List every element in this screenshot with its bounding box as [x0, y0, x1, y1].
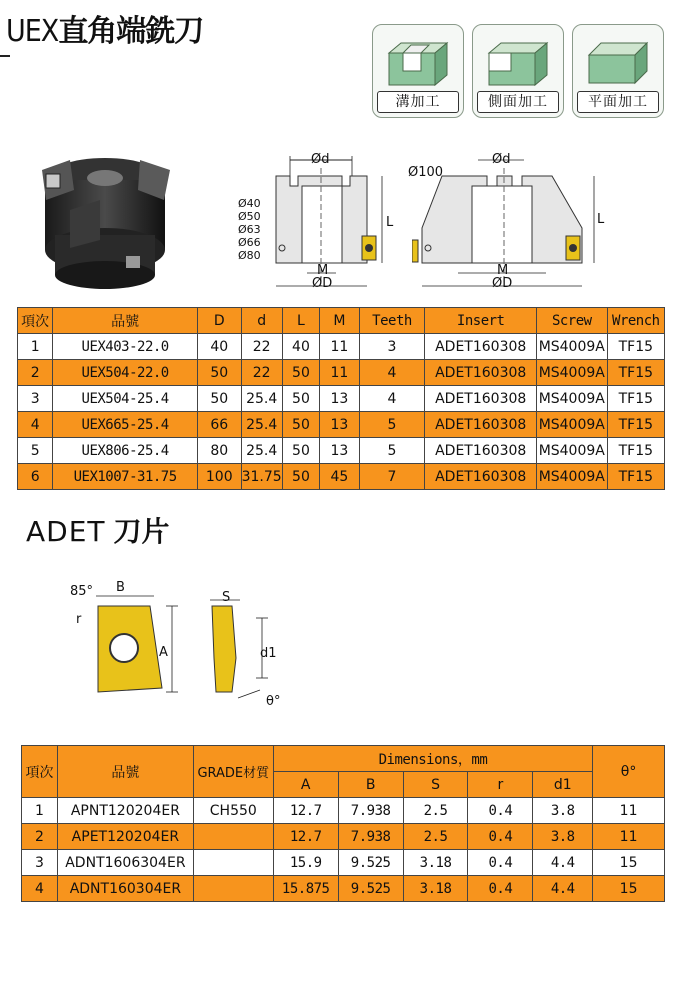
cell: TF15 [607, 438, 664, 464]
cell: 13 [320, 438, 359, 464]
cell: 3 [359, 334, 425, 360]
operation-label-slot: 溝加工 [377, 91, 459, 113]
operation-slot [372, 24, 464, 118]
cell: 31.75 [241, 464, 282, 490]
cell: ADET160308 [425, 438, 536, 464]
cell: ADET160308 [425, 360, 536, 386]
col-theta: θ° [593, 746, 665, 798]
cell: 2 [22, 824, 58, 850]
cell: TF15 [607, 412, 664, 438]
cell: 2.5 [403, 798, 468, 824]
cell: ADNT160304ER [57, 876, 193, 902]
cell: UEX403-22.0 [53, 334, 198, 360]
cell: MS4009A [536, 334, 607, 360]
table-row [22, 850, 665, 876]
cell: 50 [197, 386, 241, 412]
cell: ADNT1606304ER [57, 850, 193, 876]
cell [193, 824, 273, 850]
cell: 5 [18, 438, 53, 464]
cell: 3.8 [533, 824, 593, 850]
cell: 11 [593, 798, 665, 824]
cell: 3.18 [403, 850, 468, 876]
col-B: B [338, 772, 403, 798]
operation-side [472, 24, 564, 118]
d-label-2: Ød [492, 152, 511, 167]
cell: 0.4 [468, 798, 533, 824]
cell: 4 [359, 386, 425, 412]
cell: 25.4 [241, 438, 282, 464]
cell: 1 [18, 334, 53, 360]
flat-face-icon [581, 31, 655, 89]
table-row [22, 798, 665, 824]
cell: 7.938 [338, 798, 403, 824]
col-A: A [273, 772, 338, 798]
table-row [18, 464, 665, 490]
cell: ADET160308 [425, 464, 536, 490]
cell: TF15 [607, 464, 664, 490]
cell: APNT120204ER [57, 798, 193, 824]
cell: 11 [593, 824, 665, 850]
D-label-1: ØD [312, 276, 333, 291]
cell: 5 [359, 438, 425, 464]
cell: CH550 [193, 798, 273, 824]
diameter-66: Ø66 [238, 236, 261, 249]
cell: 15 [593, 876, 665, 902]
page-title [6, 6, 203, 50]
side-face-icon [481, 31, 555, 89]
cell [193, 850, 273, 876]
insert-r: r [76, 612, 82, 627]
col-dimensions: Dimensions，mm [273, 746, 592, 772]
cell: 6 [18, 464, 53, 490]
cutter-table-header [18, 308, 665, 334]
cell: MS4009A [536, 438, 607, 464]
cutter-spec-table [17, 307, 665, 490]
cell: 22 [241, 334, 282, 360]
cell: APET120204ER [57, 824, 193, 850]
operation-flat [572, 24, 664, 118]
table-row [18, 334, 665, 360]
M-label-2: M [497, 263, 509, 278]
cell: 1 [22, 798, 58, 824]
insert-spec-table [21, 745, 665, 902]
L-label-1: L [386, 215, 394, 230]
insert-table-header [22, 746, 665, 772]
cutter-photo [30, 130, 180, 290]
diam-100-label: Ø100 [408, 165, 444, 180]
cell: 25.4 [241, 412, 282, 438]
insert-theta: θ° [266, 694, 281, 709]
cell: 12.7 [273, 798, 338, 824]
col-r: r [468, 772, 533, 798]
cell: UEX806-25.4 [53, 438, 198, 464]
col-part: 品號 [57, 746, 193, 798]
cell: 2 [18, 360, 53, 386]
col-d: d [241, 308, 282, 334]
cell: UEX504-25.4 [53, 386, 198, 412]
diameter-list [238, 197, 261, 262]
cell: 100 [197, 464, 241, 490]
insert-title-cjk: 刀片 [113, 515, 170, 548]
diameter-63: Ø63 [238, 223, 261, 236]
cell: 3.18 [403, 876, 468, 902]
cell: 11 [320, 334, 359, 360]
col-screw: Screw [536, 308, 607, 334]
diameter-80: Ø80 [238, 249, 261, 262]
insert-section-title [26, 510, 170, 550]
cell: 50 [282, 386, 319, 412]
cell: 40 [197, 334, 241, 360]
cell: 3 [22, 850, 58, 876]
cell: MS4009A [536, 412, 607, 438]
cell: 7 [359, 464, 425, 490]
table-row [18, 386, 665, 412]
cell: 5 [359, 412, 425, 438]
cell: MS4009A [536, 386, 607, 412]
cell: ADET160308 [425, 412, 536, 438]
cell: 50 [282, 360, 319, 386]
col-d1: d1 [533, 772, 593, 798]
slot-icon [381, 31, 455, 89]
col-part: 品號 [53, 308, 198, 334]
cell: 66 [197, 412, 241, 438]
cell: 4 [22, 876, 58, 902]
cell: 40 [282, 334, 319, 360]
table-row [22, 824, 665, 850]
cell: TF15 [607, 386, 664, 412]
cell: 4 [18, 412, 53, 438]
D-label-2: ØD [492, 276, 513, 291]
cell: 9.525 [338, 850, 403, 876]
table-row [18, 438, 665, 464]
cell: 7.938 [338, 824, 403, 850]
col-M: M [320, 308, 359, 334]
diameter-40: Ø40 [238, 197, 261, 210]
col-teeth: Teeth [359, 308, 425, 334]
cell: UEX665-25.4 [53, 412, 198, 438]
insert-B: B [116, 580, 125, 595]
insert-d1: d1 [260, 646, 277, 661]
cell: TF15 [607, 360, 664, 386]
cell: 3.8 [533, 798, 593, 824]
table-row [18, 412, 665, 438]
cell: 25.4 [241, 386, 282, 412]
cell: 50 [282, 412, 319, 438]
title-rule [0, 55, 10, 57]
cell: 50 [282, 464, 319, 490]
table-row [22, 876, 665, 902]
cell: 15.875 [273, 876, 338, 902]
cell: 15 [593, 850, 665, 876]
cell: 13 [320, 412, 359, 438]
cell: 15.9 [273, 850, 338, 876]
cell: 0.4 [468, 850, 533, 876]
cell: 13 [320, 386, 359, 412]
cell: 11 [320, 360, 359, 386]
col-S: S [403, 772, 468, 798]
table-row [18, 360, 665, 386]
cell: TF15 [607, 334, 664, 360]
d-label-1: Ød [311, 152, 330, 167]
cell: 50 [282, 438, 319, 464]
cell [193, 876, 273, 902]
cell: 4 [359, 360, 425, 386]
cell: 0.4 [468, 824, 533, 850]
L-label-2: L [597, 212, 605, 227]
col-wrench: Wrench [607, 308, 664, 334]
cell: ADET160308 [425, 334, 536, 360]
col-item: 項次 [18, 308, 53, 334]
col-grade: GRADE材質 [193, 746, 273, 798]
cell: 9.525 [338, 876, 403, 902]
operation-label-flat: 平面加工 [577, 91, 659, 113]
col-insert: Insert [425, 308, 536, 334]
insert-angle: 85° [70, 584, 94, 599]
title-suffix: 直角端銑刀 [58, 14, 204, 49]
cell: UEX504-22.0 [53, 360, 198, 386]
cell: MS4009A [536, 360, 607, 386]
cell: MS4009A [536, 464, 607, 490]
insert-title-latin: ADET [26, 515, 106, 548]
cell: 0.4 [468, 876, 533, 902]
insert-S: S [222, 590, 231, 605]
cell: 4.4 [533, 850, 593, 876]
M-label-1: M [317, 263, 329, 278]
cell: ADET160308 [425, 386, 536, 412]
diameter-50: Ø50 [238, 210, 261, 223]
cell: 12.7 [273, 824, 338, 850]
cell: 3 [18, 386, 53, 412]
cell: 22 [241, 360, 282, 386]
cell: 50 [197, 360, 241, 386]
cell: 45 [320, 464, 359, 490]
cell: 2.5 [403, 824, 468, 850]
operation-label-side: 側面加工 [477, 91, 559, 113]
cell: UEX1007-31.75 [53, 464, 198, 490]
cell: 80 [197, 438, 241, 464]
cell: 4.4 [533, 876, 593, 902]
title-prefix: UEX [6, 14, 59, 49]
col-L: L [282, 308, 319, 334]
insert-drawing [70, 578, 290, 718]
col-item: 項次 [22, 746, 58, 798]
col-D: D [197, 308, 241, 334]
insert-A: A [159, 645, 168, 660]
